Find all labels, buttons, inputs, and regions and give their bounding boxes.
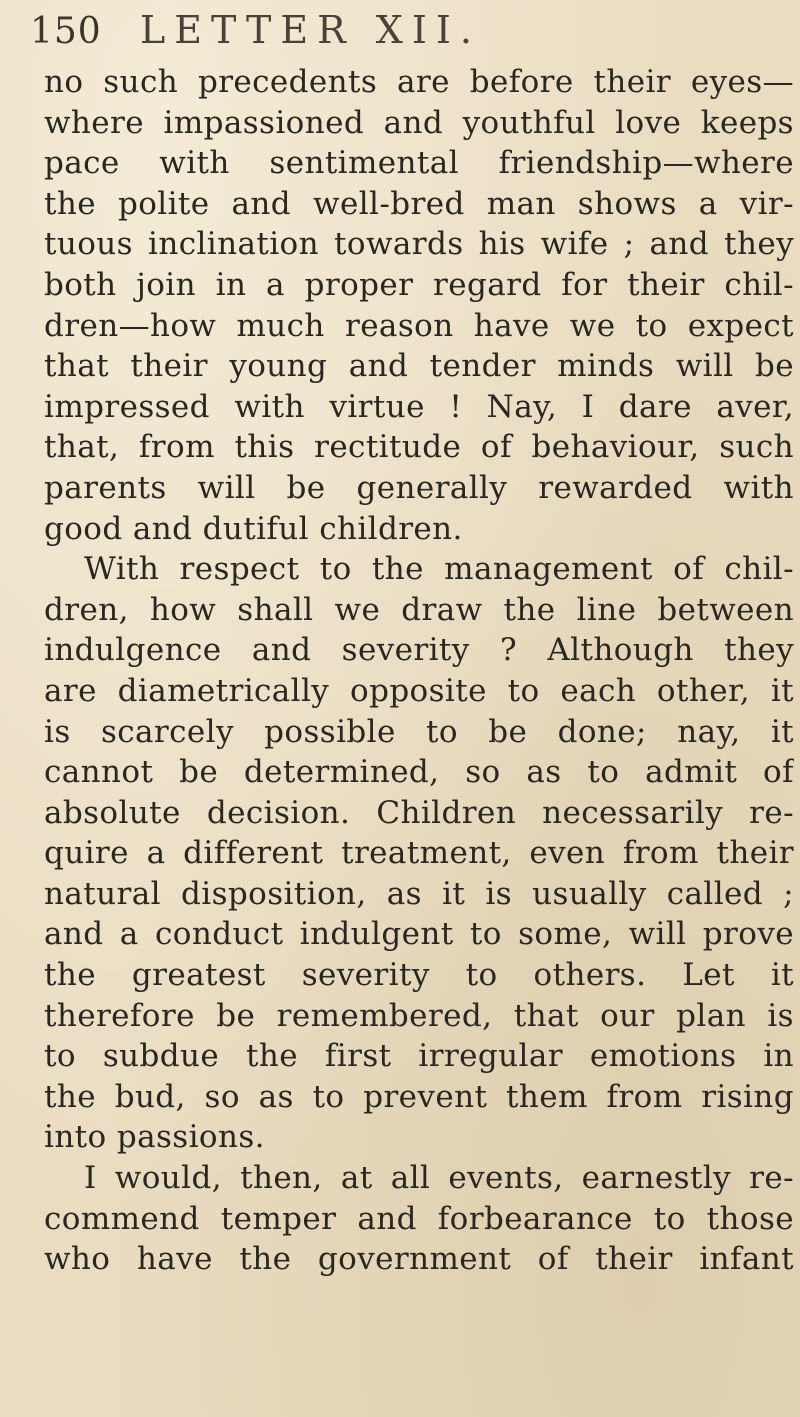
text-line: that their young and tender minds will be xyxy=(44,348,794,385)
text-line: the greatest severity to others. Let it xyxy=(44,957,794,994)
text-line: that, from this rectitude of behaviour, such xyxy=(44,429,794,466)
text-line: commend temper and forbearance to those xyxy=(44,1200,794,1237)
text-line: who have the government of their infant xyxy=(44,1241,794,1278)
text-line: where impassioned and youthful love keeps xyxy=(44,104,794,141)
text-line: tuous inclination towards his wife ; and they xyxy=(44,226,794,263)
text-line: pace with sentimental friendship—where xyxy=(44,145,794,182)
text-line: dren, how shall we draw the line between xyxy=(44,591,794,628)
page-number: 150 xyxy=(30,11,102,52)
text-line: the polite and well-bred man shows a vir- xyxy=(44,185,794,222)
running-head xyxy=(30,8,780,60)
text-line: and a conduct indulgent to some, will prove xyxy=(44,916,794,953)
text-line: natural disposition, as it is usually called ; xyxy=(44,875,794,912)
text-line: are diametrically opposite to each other, it xyxy=(44,672,794,709)
text-line: quire a different treatment, even from their xyxy=(44,835,794,872)
text-line: good and dutiful children. xyxy=(44,510,463,547)
text-line: no such precedents are before their eyes— xyxy=(44,64,794,100)
text-line: I would, then, at all events, earnestly re- xyxy=(84,1160,794,1197)
text-line: indulgence and severity ? Although they xyxy=(44,632,794,669)
chapter-title: LETTER XII. xyxy=(140,8,481,52)
text-line: into passions. xyxy=(44,1119,265,1156)
text-line: impressed with virtue ! Nay, I dare aver, xyxy=(44,388,794,425)
text-line: both join in a proper regard for their chil- xyxy=(44,266,794,303)
text-line: dren—how much reason have we to expect xyxy=(44,307,794,344)
text-line: cannot be determined, so as to admit of xyxy=(44,754,794,791)
text-line: the bud, so as to prevent them from rising xyxy=(44,1078,794,1115)
text-line: absolute decision. Children necessarily re- xyxy=(44,794,794,831)
text-line: to subdue the first irregular emotions in xyxy=(44,1038,794,1075)
text-line: With respect to the management of chil- xyxy=(84,551,794,588)
text-line: therefore be remembered, that our plan is xyxy=(44,997,794,1034)
body-text xyxy=(44,62,794,1280)
text-line: is scarcely possible to be done; nay, it xyxy=(44,713,794,750)
text-line: parents will be generally rewarded with xyxy=(44,469,794,506)
